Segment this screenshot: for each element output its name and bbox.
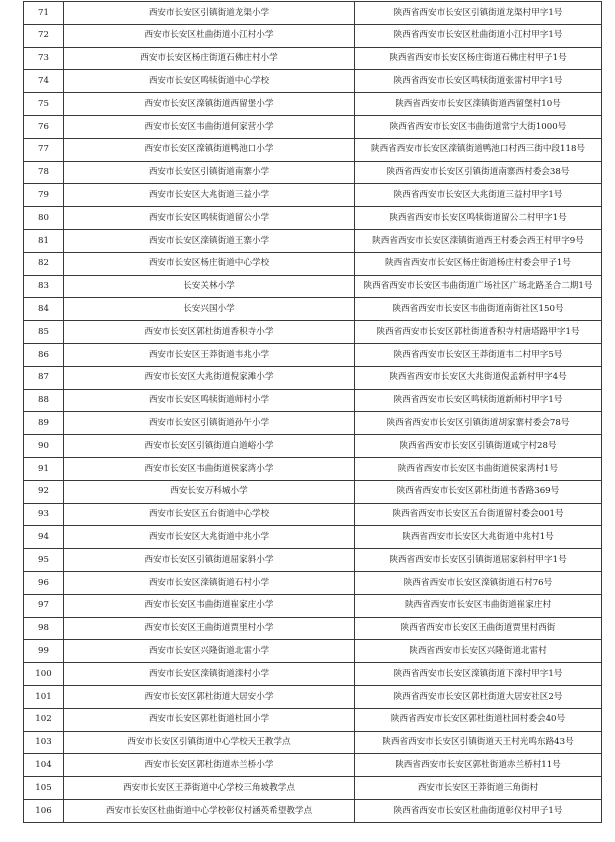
school-address-cell: 陕西省西安市长安区鸣犊街道留公二村甲字1号 [355, 207, 602, 230]
school-name-cell: 西安市长安区郭杜街道杜回小学 [64, 708, 355, 731]
table-row [24, 70, 602, 93]
table-row [24, 93, 602, 116]
row-number-cell: 98 [24, 617, 64, 640]
table-row [24, 366, 602, 389]
school-name-cell: 西安市长安区杜曲街道小江村小学 [64, 24, 355, 47]
row-number-cell: 86 [24, 343, 64, 366]
row-number-cell: 75 [24, 93, 64, 116]
school-name-cell: 西安市长安区滦镇街道滦村小学 [64, 663, 355, 686]
table-row [24, 685, 602, 708]
school-name-cell: 西安市长安区杜曲街道中心学校彰仪村涵英希望教学点 [64, 799, 355, 822]
school-address-cell: 陕西省西安市长安区郭杜街道杜回村委会40号 [355, 708, 602, 731]
school-address-cell: 陕西省西安市长安区大兆街道中兆村1号 [355, 526, 602, 549]
table-row [24, 298, 602, 321]
table-row [24, 457, 602, 480]
school-address-cell: 陕西省西安市长安区大兆街道倪孟新村甲字4号 [355, 366, 602, 389]
row-number-cell: 100 [24, 663, 64, 686]
table-row [24, 594, 602, 617]
school-address-table [23, 1, 602, 823]
row-number-cell: 82 [24, 252, 64, 275]
table-row [24, 275, 602, 298]
row-number-cell: 78 [24, 161, 64, 184]
school-name-cell: 西安市长安区五台街道中心学校 [64, 503, 355, 526]
table-row [24, 229, 602, 252]
table-row [24, 161, 602, 184]
school-name-cell: 西安市长安区引镇街道龙渠小学 [64, 2, 355, 25]
school-address-cell: 陕西省西安市长安区郭杜街道赤兰桥村11号 [355, 754, 602, 777]
school-address-cell: 陕西省西安市长安区鸣犊街道张雷村甲字1号 [355, 70, 602, 93]
table-row [24, 184, 602, 207]
row-number-cell: 91 [24, 457, 64, 480]
table-body [24, 2, 602, 823]
school-name-cell: 西安市长安区鸣犊街道留公小学 [64, 207, 355, 230]
school-address-cell: 陕西省西安市长安区引镇街道屈家斜村甲字1号 [355, 549, 602, 572]
school-address-cell: 陕西省西安市长安区引镇街道胡家寨村委会78号 [355, 412, 602, 435]
row-number-cell: 79 [24, 184, 64, 207]
school-address-cell: 陕西省西安市长安区滦镇街道西留堡村10号 [355, 93, 602, 116]
school-address-cell: 陕西省西安市长安区滦镇街道下滦村甲字1号 [355, 663, 602, 686]
school-name-cell: 长安关林小学 [64, 275, 355, 298]
school-name-cell: 西安市长安区王曲街道贾里村小学 [64, 617, 355, 640]
table-row [24, 2, 602, 25]
school-address-cell: 陕西省西安市长安区引镇街道南寨西村委会38号 [355, 161, 602, 184]
row-number-cell: 95 [24, 549, 64, 572]
school-address-cell: 西安市长安区王莽街道三角街村 [355, 777, 602, 800]
table-row [24, 115, 602, 138]
school-address-cell: 陕西省西安市长安区滦镇街道西王村委会西王村甲字9号 [355, 229, 602, 252]
row-number-cell: 94 [24, 526, 64, 549]
school-address-cell: 陕西省西安市长安区引镇街道天王村光鸣东路43号 [355, 731, 602, 754]
table-row [24, 47, 602, 70]
school-address-cell: 陕西省西安市长安区郭杜街道香积寺村唐塔路甲字1号 [355, 321, 602, 344]
table-row [24, 549, 602, 572]
row-number-cell: 81 [24, 229, 64, 252]
school-name-cell: 西安市长安区滦镇街道鸭池口小学 [64, 138, 355, 161]
table-row [24, 571, 602, 594]
school-name-cell: 西安市长安区滦镇街道石村小学 [64, 571, 355, 594]
table-row [24, 480, 602, 503]
school-address-cell: 陕西省西安市长安区郭杜街道书香路369号 [355, 480, 602, 503]
row-number-cell: 72 [24, 24, 64, 47]
row-number-cell: 80 [24, 207, 64, 230]
table-row [24, 799, 602, 822]
table-row [24, 663, 602, 686]
school-name-cell: 西安市长安区韦曲街道崔家庄小学 [64, 594, 355, 617]
school-address-cell: 陕西省西安市长安区滦镇街道鸭池口村西三街中段118号 [355, 138, 602, 161]
school-name-cell: 西安市长安区引镇街道屈家斜小学 [64, 549, 355, 572]
school-address-cell: 陕西省西安市长安区韦曲街道常宁大街1000号 [355, 115, 602, 138]
table-row [24, 321, 602, 344]
school-address-cell: 陕西省西安市长安区杨庄街道石佛庄村甲子1号 [355, 47, 602, 70]
school-address-cell: 陕西省西安市长安区引镇街道咸宁村28号 [355, 435, 602, 458]
school-name-cell: 西安市长安区引镇街道南寨小学 [64, 161, 355, 184]
school-name-cell: 西安市长安区王莽街道中心学校三角坡教学点 [64, 777, 355, 800]
school-address-cell: 陕西省西安市长安区鸣犊街道新师村甲字1号 [355, 389, 602, 412]
school-name-cell: 西安市长安区兴隆街道北雷小学 [64, 640, 355, 663]
row-number-cell: 102 [24, 708, 64, 731]
table-row [24, 617, 602, 640]
school-name-cell: 西安市长安区杨庄街道中心学校 [64, 252, 355, 275]
school-name-cell: 西安市长安区滦镇街道王寨小学 [64, 229, 355, 252]
school-address-cell: 陕西省西安市长安区韦曲街道南街社区150号 [355, 298, 602, 321]
table-row [24, 526, 602, 549]
school-address-cell: 陕西省西安市长安区大兆街道三益村甲字1号 [355, 184, 602, 207]
school-address-cell: 陕西省西安市长安区郭杜街道大居安社区2号 [355, 685, 602, 708]
table-row [24, 731, 602, 754]
row-number-cell: 76 [24, 115, 64, 138]
table-row [24, 777, 602, 800]
table-row [24, 389, 602, 412]
school-address-cell: 陕西省西安市长安区滦镇街道石村76号 [355, 571, 602, 594]
row-number-cell: 101 [24, 685, 64, 708]
row-number-cell: 77 [24, 138, 64, 161]
school-address-cell: 陕西省西安市长安区杜曲街道小江村甲字1号 [355, 24, 602, 47]
row-number-cell: 104 [24, 754, 64, 777]
school-name-cell: 西安市长安区滦镇街道西留堡小学 [64, 93, 355, 116]
school-name-cell: 长安兴国小学 [64, 298, 355, 321]
school-name-cell: 西安市长安区引镇街道白道峪小学 [64, 435, 355, 458]
school-address-cell: 陕西省西安市长安区韦曲街道崔家庄村 [355, 594, 602, 617]
school-name-cell: 西安市长安区引镇街道孙午小学 [64, 412, 355, 435]
school-address-cell: 陕西省西安市长安区兴隆街道北雷村 [355, 640, 602, 663]
table-row [24, 24, 602, 47]
row-number-cell: 88 [24, 389, 64, 412]
school-address-cell: 陕西省西安市长安区五台街道留村委会001号 [355, 503, 602, 526]
school-list-document [23, 1, 602, 823]
row-number-cell: 90 [24, 435, 64, 458]
school-address-cell: 陕西省西安市长安区杜曲街道彰仪村甲子1号 [355, 799, 602, 822]
row-number-cell: 92 [24, 480, 64, 503]
table-row [24, 252, 602, 275]
school-name-cell: 西安市长安区引镇街道中心学校天王教学点 [64, 731, 355, 754]
school-address-cell: 陕西省西安市长安区韦曲街道侯家湾村1号 [355, 457, 602, 480]
school-name-cell: 西安市长安区韦曲街道侯家湾小学 [64, 457, 355, 480]
row-number-cell: 89 [24, 412, 64, 435]
table-row [24, 754, 602, 777]
school-name-cell: 西安市长安区王莽街道韦兆小学 [64, 343, 355, 366]
school-address-cell: 陕西省西安市长安区韦曲街道广场社区广场北路圣合二期1号 [355, 275, 602, 298]
row-number-cell: 103 [24, 731, 64, 754]
table-row [24, 503, 602, 526]
school-name-cell: 西安市长安区郭杜街道赤兰桥小学 [64, 754, 355, 777]
row-number-cell: 83 [24, 275, 64, 298]
row-number-cell: 105 [24, 777, 64, 800]
row-number-cell: 74 [24, 70, 64, 93]
row-number-cell: 84 [24, 298, 64, 321]
row-number-cell: 87 [24, 366, 64, 389]
school-name-cell: 西安市长安区鸣犊街道中心学校 [64, 70, 355, 93]
school-name-cell: 西安长安万科城小学 [64, 480, 355, 503]
school-address-cell: 陕西省西安市长安区引镇街道龙渠村甲字1号 [355, 2, 602, 25]
row-number-cell: 106 [24, 799, 64, 822]
table-row [24, 138, 602, 161]
school-address-cell: 陕西省西安市长安区杨庄街道杨庄村委会甲子1号 [355, 252, 602, 275]
school-name-cell: 西安市长安区大兆街道三益小学 [64, 184, 355, 207]
school-name-cell: 西安市长安区鸣犊街道师村小学 [64, 389, 355, 412]
row-number-cell: 73 [24, 47, 64, 70]
row-number-cell: 99 [24, 640, 64, 663]
row-number-cell: 97 [24, 594, 64, 617]
school-address-cell: 陕西省西安市长安区王莽街道韦二村甲字5号 [355, 343, 602, 366]
school-address-cell: 陕西省西安市长安区王曲街道贾里村西街 [355, 617, 602, 640]
row-number-cell: 93 [24, 503, 64, 526]
row-number-cell: 85 [24, 321, 64, 344]
row-number-cell: 71 [24, 2, 64, 25]
school-name-cell: 西安市长安区杨庄街道石佛庄村小学 [64, 47, 355, 70]
school-name-cell: 西安市长安区韦曲街道何家营小学 [64, 115, 355, 138]
school-name-cell: 西安市长安区郭杜街道香积寺小学 [64, 321, 355, 344]
school-name-cell: 西安市长安区郭杜街道大居安小学 [64, 685, 355, 708]
table-row [24, 640, 602, 663]
table-row [24, 412, 602, 435]
table-row [24, 435, 602, 458]
school-name-cell: 西安市长安区大兆街道中兆小学 [64, 526, 355, 549]
table-row [24, 343, 602, 366]
table-row [24, 708, 602, 731]
table-row [24, 207, 602, 230]
row-number-cell: 96 [24, 571, 64, 594]
school-name-cell: 西安市长安区大兆街道倪家滩小学 [64, 366, 355, 389]
